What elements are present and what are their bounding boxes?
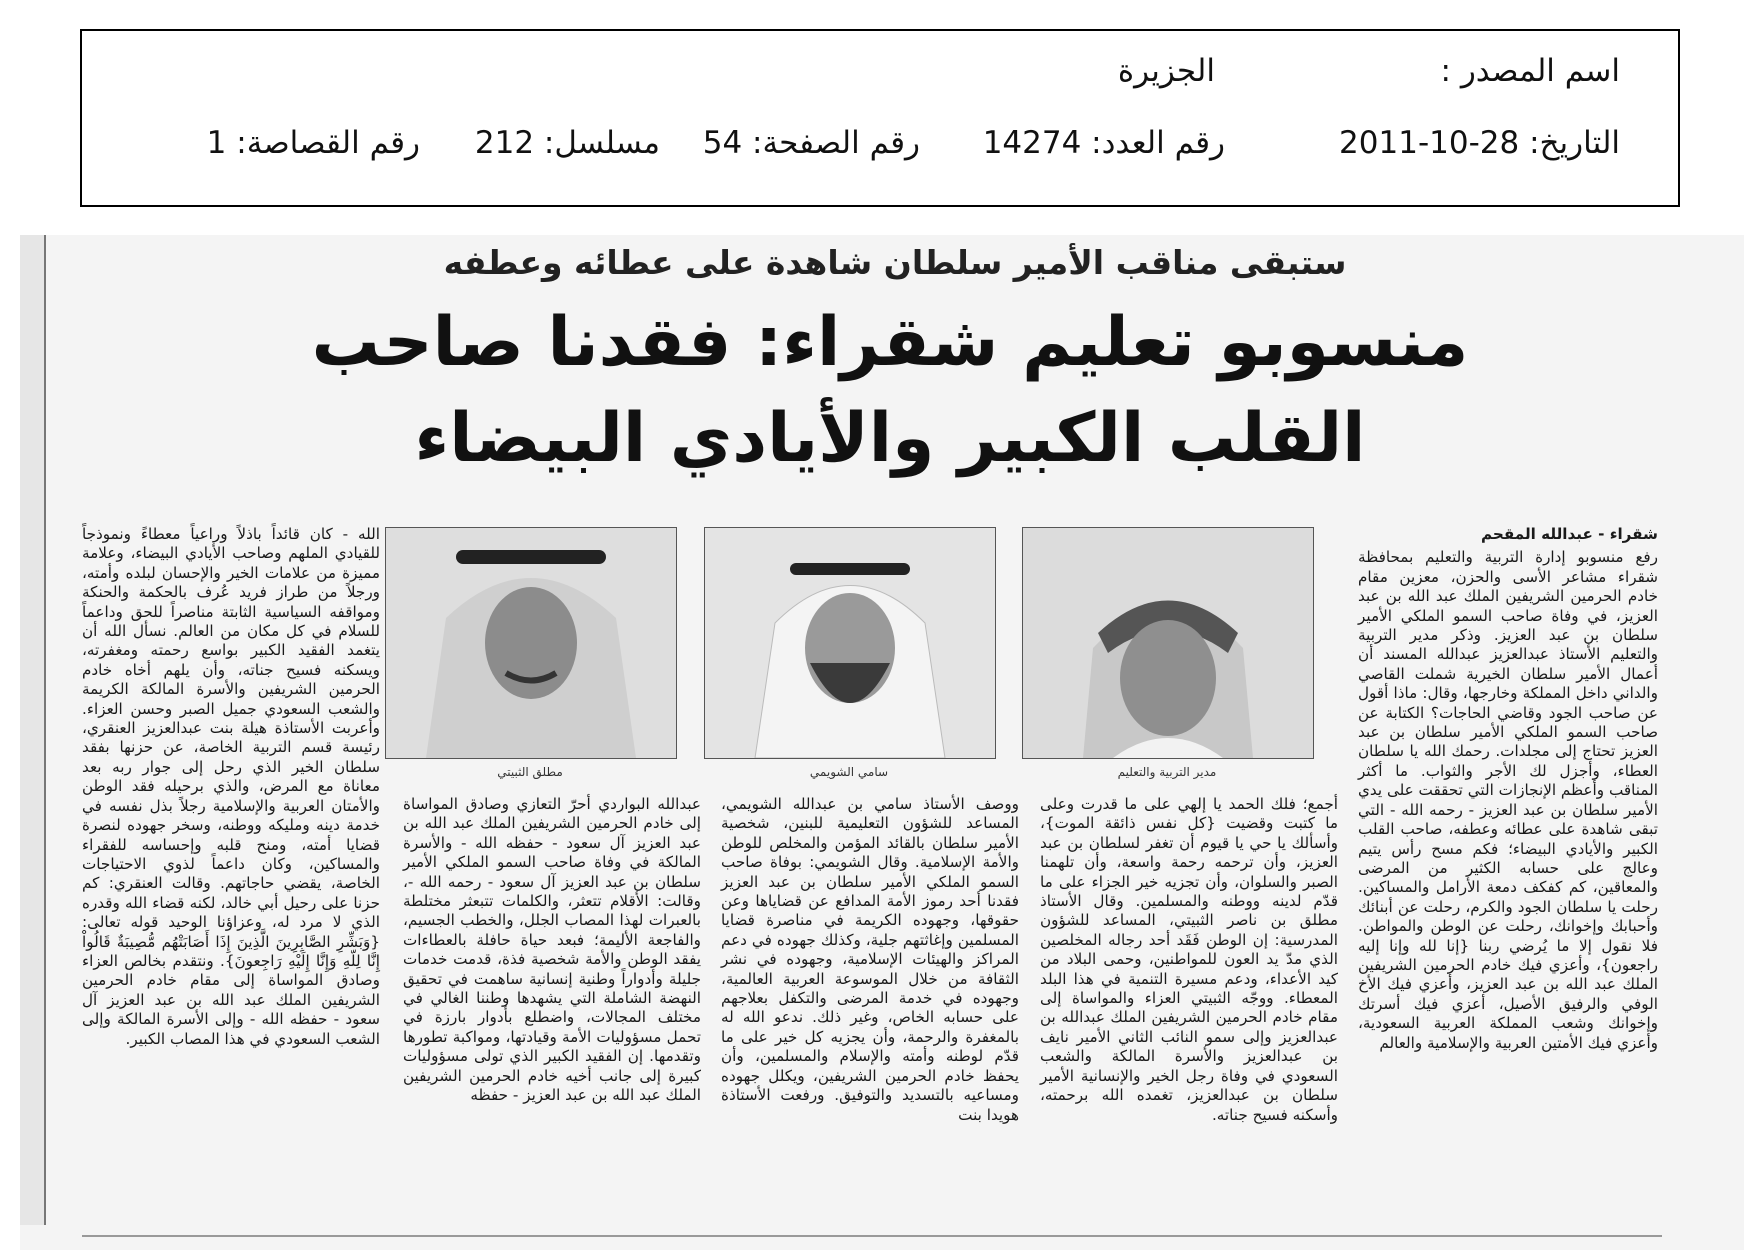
article-headline [260, 295, 1520, 487]
column-text: عبدالله البواردي أحرّ التعازي وصادق المواساة إلى خادم الحرمين الشريفين الملك عبد الله بن عبد العزيز آل سعود - حفظه الله - والأسرة المالكة في وفاة صاحب السمو الملكي الأمير سلطان بن عبد العزيز آل سعود - رحمه الله -، وقالت: الأقلام تتعثر، والكلمات تتبعثر مختلطة بالعبرات لهذا المصاب الجلل، والخطب الجسيم، والفاجعة الأليمة؛ فبعد حياة حافلة بالعطاءات يفقد الوطن والأمة شخصية فذة، قدمت خدمات جليلة وأدواراً وطنية إنسانية ساهمت في تحقيق النهضة الشاملة التي يشهدها وطننا الغالي في مختلف المجالات، واضطلع بأدوار بارزة في تحمل مسؤوليات الأمة وقيادتها، ومواكبة تطورها وتقدمها. إن الفقيد الكبير الذي تولى مسؤوليات كبيرة إلى جانب أخيه خادم الحرمين الشريفين الملك عبد الله بن عبد العزيز - حفظه [403, 795, 701, 1105]
newspaper-clipping [20, 235, 1744, 1250]
article-column-1 [1358, 525, 1658, 1053]
photo-caption: مدير التربية والتعليم [1117, 765, 1217, 779]
serial-number-field: مسلسل: 212 [474, 125, 660, 161]
column-text: رفع منسوبو إدارة التربية والتعليم بمحافظة شقراء مشاعر الأسى والحزن، معزين مقام خادم الحرمين الشريفين الملك عبد الله بن عبد العزيز، في وفاة صاحب السمو الملكي الأمير سلطان بن عبد العزيز. وذكر مدير التربية والتعليم الأستاذ عبدالعزيز عبدالله المسند أن أعمال الأمير سلطان الخيرية شملت القاصي والداني داخل المملكة وخارجها، وقال: ماذا أقول عن صاحب الجود وقاضي الحاجات؟ الكتابة عن صاحب السمو الملكي الأمير سلطان بن عبد العزيز تحتاج إلى مجلدات. رحمك الله يا سلطان العطاء، وأجزل لك الأجر والثواب. ما أكثر المناقب وأعظم الإنجازات التي تحققت على يدي الأمير سلطان بن عبد العزيز - رحمه الله - التي تبقى شاهدة على عطائه وعطفه، صاحب القلب الكبير والأيادي البيضاء؛ فكم مسح رأس يتيم وعالج على حسابه الكثير من المرضى والمعاقين، كم كفكف دمعة الأرامل والمساكين. رحلت يا سلطان الجود والكرم، رحلت عن أبنائك وأحبابك وإخوانك، رحلت عن الوطن والمواطن. فلا نقول إلا ما يُرضي ربنا {إنا لله وإنا إليه راجعون}، وأعزي فيك خادم الحرمين الشريفين الملك عبد الله بن عبد العزيز، وأعزي فيك الأخ الوفي والرفيق الأصيل، أعزي فيك أسرتك وإخوانك وشعب المملكة العربية السعودية، وأعزي فيك الأمتين العربية والإسلامية والعالم [1358, 548, 1658, 1052]
date-field: التاريخ: 28-10-2011 [1339, 125, 1620, 161]
article-column-2 [1040, 795, 1338, 1125]
portrait-photo-sami-alshuwaimi [704, 527, 996, 759]
portrait-photo-mutlaq-althubaiti [385, 527, 677, 759]
article-kicker: ستبقى مناقب الأمير سلطان شاهدة على عطائه وعطفه [443, 243, 1347, 282]
column-text: ووصف الأستاذ سامي بن عبدالله الشويمي، المساعد للشؤون التعليمية للبنين، شخصية الأمير سلطان بالقائد المؤمن والمخلص للوطن والأمة الإسلامية. وقال الشويمي: بوفاة صاحب السمو الملكي الأمير سلطان بن عبد العزيز فقدنا أحد رموز الأمة المدافع عن قضاياها وعن حقوقها، وجهوده الكريمة في مناصرة قضايا المسلمين وإغاثتهم جلية، وكذلك جهوده في دعم المراكز والهيئات الإسلامية، وجهوده في نشر الثقافة من خلال الموسوعة العربية العالمية، وجهوده في خدمة المرضى والتكفل بعلاجهم على حسابه الخاص، وغير ذلك. ندعو الله له بالمغفرة والرحمة، وأن يجزيه كل خير على ما قدّم لوطنه وأمته والإسلام والمسلمين، وأن يحفظ خادم الحرمين الشريفين، ويكلل جهوده ومساعيه بالتسديد والتوفيق. ورفعت الأستاذة هويدا بنت [721, 795, 1019, 1124]
portrait-photo-director [1022, 527, 1314, 759]
headline-line-2: القلب الكبير والأيادي البيضاء [414, 399, 1366, 478]
article-column-5 [82, 525, 380, 1049]
portrait-image [1023, 528, 1313, 758]
adjacent-column-edge [20, 235, 46, 1225]
column-text: الله - كان قائداً باذلاً وراعياً معطاءً ونموذجاً للقيادي الملهم وصاحب الأيادي البيضاء، وعلامة مميزة من علامات الخير والإحسان لبلده وأمته، ورجلاً من طراز فريد عُرف بالحكمة والحنكة ومواقفه السياسية الثابتة مناصراً للحق وداعماً للسلام في كل مكان من العالم. نسأل الله أن يتغمد الفقيد الكبير بواسع رحمته ومغفرته، ويسكنه فسيح جناته، وأن يلهم أخاه خادم الحرمين الشريفين والأسرة المالكة الكريمة والشعب السعودي جميل الصبر وحسن العزاء. وأعربت الأستاذة هيلة بنت عبدالعزيز العنقري، رئيسة قسم التربية الخاصة، عن حزنها بفقد سلطان الخير الذي رحل إلى جوار ربه بعد معاناة مع المرض، والذي برحيله فقد الوطن والأمتان العربية والإسلامية رجلاً بذل نفسه في خدمة دينه ومليكه ووطنه، وسخر جهوده لنصرة قضايا أمته، ومنح قلبه وإحساسه للفقراء والمساكين، وكان داعماً لذوي الاحتياجات الخاصة، يقضي حاجاتهم. وقالت العنقري: كم حزنا على رحيل أبي خالد، لكنه قضاء الله وقدره الذي لا مرد له، وعزاؤنا الوحيد قوله تعالى: {وَبَشِّرِ الصَّابِرِينَ الَّذِينَ إِذَا أَصَابَتْهُم مُّصِيبَةٌ قَالُواْ إِنَّا لِلّهِ وَإِنَّا إِلَيْهِ رَاجِعونَ}. ونتقدم بخالص العزاء وصادق المواساة إلى مقام خادم الحرمين الشريفين الملك عبد الله بن عبد العزيز آل سعود - حفظه الله - وإلى الأسرة المالكة وإلى الشعب السعودي في هذا المصاب الكبير. [82, 525, 380, 1048]
portrait-image [386, 528, 676, 758]
column-text: أجمع؛ فلك الحمد يا إلهي على ما قدرت وعلى ما كتبت وقضيت {كل نفس ذائقة الموت}، وأسألك يا حي يا قيوم أن تغفر لسلطان بن عبد العزيز، وأن ترحمه رحمة واسعة، وأن تلهمنا الصبر والسلوان، وأن تجزيه خير الجزاء على ما قدّم لدينه ووطنه والمسلمين. وقال الأستاذ مطلق بن ناصر الثبيتي، المساعد للشؤون المدرسية: إن الوطن فَقَد أحد رجاله المخلصين الذي مدّ يد العون للمواطنين، وحمى البلاد من كيد الأعداء، ودعم مسيرة التنمية في هذا البلد المعطاء. ووجّه الثبيتي العزاء والمواساة إلى مقام خادم الحرمين الشريفين الملك عبدالله بن عبدالعزيز وإلى سمو النائب الثاني الأمير نايف بن عبدالعزيز والأسرة المالكة والشعب السعودي في وفاة رجل الخير والإنسانية الأمير سلطان بن عبدالعزيز، تغمده الله برحمته، وأسكنه فسيح جناته. [1040, 795, 1338, 1124]
portrait-image [705, 528, 995, 758]
divider [82, 1235, 1662, 1237]
article-column-4 [403, 795, 701, 1106]
article-byline: شقراء - عبدالله المقحم [1481, 525, 1658, 543]
photo-caption: مطلق الثبيتي [497, 765, 563, 779]
photo-caption: سامي الشويمي [809, 765, 889, 779]
clip-number-field: رقم القصاصة: 1 [206, 125, 420, 161]
source-label: اسم المصدر : [1440, 53, 1620, 89]
issue-number-field: رقم العدد: 14274 [982, 125, 1225, 161]
headline-line-1: منسوبو تعليم شقراء: فقدنا صاحب [311, 303, 1469, 382]
article-column-3 [721, 795, 1019, 1125]
source-metadata-box [80, 29, 1680, 207]
source-value: الجزيرة [1117, 53, 1215, 89]
page-number-field: رقم الصفحة: 54 [702, 125, 920, 161]
